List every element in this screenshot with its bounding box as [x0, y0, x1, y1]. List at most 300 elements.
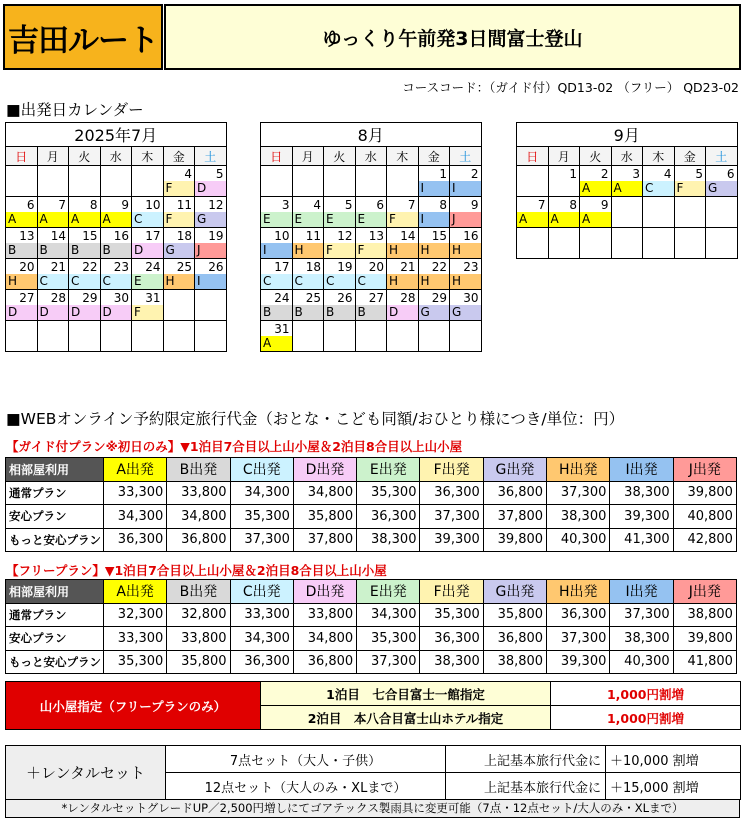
price-cell: 34,300: [104, 505, 167, 529]
departure-code: I: [261, 243, 292, 258]
departure-code: C: [324, 274, 355, 289]
plan-label: 通常プラン: [6, 481, 104, 505]
hut-price-1: 1,000円割増: [551, 682, 741, 706]
price-cell: 36,300: [357, 505, 420, 529]
departure-header: I出発: [610, 580, 673, 604]
departure-code: C: [101, 274, 132, 289]
departure-header: J出発: [673, 458, 736, 482]
calendar-day: [69, 166, 101, 197]
calendar-day: [195, 259, 227, 290]
day-number: 17: [274, 260, 290, 274]
plan-label: 通常プラン: [6, 603, 104, 627]
plan-label: 安心プラン: [6, 627, 104, 651]
calendar-day: [517, 197, 549, 228]
departure-header: A出発: [104, 580, 167, 604]
departure-code: A: [580, 181, 611, 196]
calendar-day: [324, 259, 356, 290]
calendar-day: [69, 259, 101, 290]
departure-code: B: [356, 305, 387, 320]
price-cell: 36,800: [483, 481, 546, 505]
calendar-day: [292, 166, 324, 197]
departure-header: B出発: [167, 458, 230, 482]
departure-code: H: [6, 274, 37, 289]
rental-note: *レンタルセットグレードUP／2,500円増しにてゴアテックス製雨具に変更可能（7点・12点セット/大人のみ・XLまで）: [5, 799, 740, 818]
day-number: 20: [368, 260, 384, 274]
calendar-day: [450, 259, 482, 290]
price-cell: 32,300: [104, 603, 167, 627]
calendar-day: [6, 290, 38, 321]
calendar-day: [355, 290, 387, 321]
departure-code: J: [195, 243, 226, 258]
day-number: 22: [82, 260, 98, 274]
day-number: 20: [19, 260, 35, 274]
calendar-day: [355, 321, 387, 352]
calendar-day: [37, 197, 69, 228]
rental-amount-2: ＋15,000 割増: [606, 773, 741, 800]
price-cell: 32,800: [167, 603, 230, 627]
day-number: 31: [145, 291, 161, 305]
price-cell: 40,800: [673, 505, 736, 529]
price-cell: 38,800: [483, 650, 546, 674]
plan-label: もっと安心プラン: [6, 528, 104, 552]
day-number: 12: [337, 229, 353, 243]
calendar-day: [418, 321, 450, 352]
day-number: 19: [337, 260, 353, 274]
departure-code: B: [261, 305, 292, 320]
weekday-header: 火: [69, 147, 101, 166]
day-number: 16: [113, 229, 129, 243]
price-cell: 41,300: [610, 528, 673, 552]
calendar-day: [261, 321, 293, 352]
day-number: 5: [695, 167, 703, 181]
calendar-month-2: [260, 122, 482, 352]
departure-code: F: [356, 243, 387, 258]
calendar-day: [580, 197, 612, 228]
price-cell: 34,800: [293, 481, 356, 505]
price-cell: 38,300: [610, 627, 673, 651]
day-number: 3: [632, 167, 640, 181]
calendar-month-1: [5, 122, 227, 352]
day-number: 9: [470, 198, 479, 212]
calendar-month-3: [516, 122, 738, 259]
calendar-day: [261, 166, 293, 197]
day-number: 2: [470, 167, 479, 181]
day-number: 27: [19, 291, 35, 305]
plan-label: もっと安心プラン: [6, 650, 104, 674]
calendar-day: [6, 166, 38, 197]
departure-code: H: [293, 243, 324, 258]
price-cell: 36,800: [483, 627, 546, 651]
calendar-day: [69, 228, 101, 259]
day-number: 15: [82, 229, 98, 243]
day-number: 28: [400, 291, 416, 305]
pricing-section-title: ■WEBオンライン予約限定旅行代金（おとな・こども同額/おひとり様につき/単位：円）: [6, 410, 625, 428]
departure-code: F: [132, 305, 163, 320]
guide-plan-title: 【ガイド付プラン※初日のみ】▼1泊目7合目以上山小屋＆2泊目8合目以上山小屋: [6, 439, 463, 454]
departure-code: F: [164, 181, 195, 196]
day-number: 16: [463, 229, 479, 243]
price-cell: 37,300: [230, 528, 293, 552]
day-number: 19: [208, 229, 224, 243]
calendar-day: [418, 228, 450, 259]
price-cell: 33,300: [230, 603, 293, 627]
calendar-day: [6, 259, 38, 290]
calendar-day: [261, 259, 293, 290]
departure-code: A: [101, 212, 132, 227]
departure-code: E: [132, 274, 163, 289]
departure-code: C: [132, 212, 163, 227]
calendar-day: [100, 290, 132, 321]
price-cell: 37,300: [610, 603, 673, 627]
price-cell: 39,300: [610, 505, 673, 529]
departure-code: B: [293, 305, 324, 320]
departure-code: A: [6, 212, 37, 227]
calendar-day: [355, 259, 387, 290]
departure-header: C出発: [230, 580, 293, 604]
weekday-header: 水: [355, 147, 387, 166]
price-cell: 39,800: [673, 481, 736, 505]
calendar-day: [706, 166, 738, 197]
departure-code: C: [38, 274, 69, 289]
price-cell: 34,800: [293, 627, 356, 651]
rental-label: ＋レンタルセット: [6, 746, 166, 800]
departure-code: D: [387, 305, 418, 320]
price-cell: 42,800: [673, 528, 736, 552]
weekday-header: 月: [37, 147, 69, 166]
calendar-day: [355, 197, 387, 228]
price-cell: 34,300: [230, 481, 293, 505]
departure-code: A: [580, 212, 611, 227]
weekday-header: 土: [195, 147, 227, 166]
departure-code: A: [261, 336, 292, 351]
calendar-day: [418, 259, 450, 290]
weekday-header: 月: [292, 147, 324, 166]
calendar-day: [418, 290, 450, 321]
calendar-day: [548, 228, 580, 259]
route-title: 吉田ルート: [3, 4, 163, 70]
departure-code: G: [419, 305, 450, 320]
day-number: 30: [463, 291, 479, 305]
calendar-day: [132, 197, 164, 228]
price-cell: 39,800: [673, 627, 736, 651]
calendar-day: [355, 228, 387, 259]
price-cell: 38,300: [357, 528, 420, 552]
departure-code: A: [612, 181, 643, 196]
departure-code: H: [450, 243, 481, 258]
hut-desc-2: 2泊目 本八合目富士山ホテル指定: [261, 706, 551, 730]
hut-price-2: 1,000円割増: [551, 706, 741, 730]
price-cell: 36,300: [420, 481, 483, 505]
day-number: 3: [281, 198, 290, 212]
calendar-day: [387, 166, 419, 197]
departure-code: C: [643, 181, 674, 196]
calendar-day: [450, 197, 482, 228]
departure-code: D: [38, 305, 69, 320]
day-number: 18: [176, 229, 192, 243]
price-cell: 37,300: [357, 650, 420, 674]
calendar-day: [450, 166, 482, 197]
free-plan-title: 【フリープラン】▼1泊目7合目以上山小屋＆2泊目8合目以上山小屋: [6, 563, 387, 578]
day-number: 7: [58, 198, 66, 212]
calendar-day: [387, 290, 419, 321]
calendar-day: [195, 290, 227, 321]
day-number: 24: [145, 260, 161, 274]
calendar-day: [37, 290, 69, 321]
weekday-header: 日: [517, 147, 549, 166]
price-cell: 35,300: [104, 650, 167, 674]
calendar-day: [132, 166, 164, 197]
calendar-day: [292, 197, 324, 228]
price-cell: 38,300: [610, 481, 673, 505]
day-number: 29: [82, 291, 98, 305]
calendar-day: [292, 321, 324, 352]
day-number: 23: [113, 260, 129, 274]
calendar-day: [706, 228, 738, 259]
price-cell: 38,800: [673, 603, 736, 627]
calendar-day: [163, 197, 195, 228]
day-number: 5: [215, 167, 224, 181]
day-number: 14: [400, 229, 416, 243]
calendar-day: [37, 166, 69, 197]
weekday-header: 火: [580, 147, 612, 166]
day-number: 2: [600, 167, 609, 181]
hut-desc-1: 1泊目 七合目富士一館指定: [261, 682, 551, 706]
price-cell: 39,300: [420, 528, 483, 552]
departure-header: F出発: [420, 458, 483, 482]
calendar-section-title: ■出発日カレンダー: [6, 101, 144, 119]
departure-code: H: [387, 243, 418, 258]
calendar-day: [6, 321, 38, 352]
departure-header: E出発: [357, 580, 420, 604]
price-cell: 33,800: [167, 481, 230, 505]
departure-code: J: [450, 212, 481, 227]
departure-header: H出発: [547, 580, 610, 604]
price-cell: 34,800: [167, 505, 230, 529]
price-cell: 33,800: [293, 603, 356, 627]
calendar-day: [195, 166, 227, 197]
calendar-day: [674, 166, 706, 197]
price-cell: 33,800: [167, 627, 230, 651]
price-cell: 38,300: [420, 650, 483, 674]
day-number: 24: [274, 291, 290, 305]
departure-code: I: [195, 274, 226, 289]
day-number: 21: [400, 260, 416, 274]
calendar-day: [100, 197, 132, 228]
calendar-day: [261, 197, 293, 228]
departure-header: I出発: [610, 458, 673, 482]
calendar-day: [324, 228, 356, 259]
calendar-day: [69, 197, 101, 228]
price-cell: 34,300: [357, 603, 420, 627]
day-number: 18: [305, 260, 321, 274]
calendar-day: [100, 321, 132, 352]
weekday-header: 土: [706, 147, 738, 166]
day-number: 22: [431, 260, 447, 274]
price-cell: 36,800: [167, 528, 230, 552]
departure-code: B: [101, 243, 132, 258]
departure-code: D: [69, 305, 100, 320]
price-cell: 36,300: [420, 627, 483, 651]
rental-amount-1: ＋10,000 割増: [606, 746, 741, 773]
calendar-day: [195, 321, 227, 352]
weekday-header: 木: [132, 147, 164, 166]
calendar-day: [611, 228, 643, 259]
calendar-day: [69, 290, 101, 321]
departure-code: C: [356, 274, 387, 289]
departure-code: H: [419, 274, 450, 289]
departure-code: F: [675, 181, 706, 196]
calendar-day: [292, 228, 324, 259]
departure-code: B: [6, 243, 37, 258]
departure-header: H出発: [547, 458, 610, 482]
departure-code: D: [101, 305, 132, 320]
tour-title: ゆっくり午前発3日間富士登山: [164, 4, 741, 70]
day-number: 21: [50, 260, 66, 274]
price-cell: 35,300: [357, 627, 420, 651]
price-cell: 34,300: [230, 627, 293, 651]
calendar-day: [163, 259, 195, 290]
hut-label: 山小屋指定（フリープランのみ）: [6, 682, 261, 730]
weekday-header: 土: [450, 147, 482, 166]
day-number: 12: [208, 198, 224, 212]
rental-table: [5, 745, 741, 800]
calendar-month-label: 9月: [517, 123, 738, 147]
price-cell: 36,300: [230, 650, 293, 674]
weekday-header: 金: [418, 147, 450, 166]
departure-code: C: [261, 274, 292, 289]
calendar-day: [195, 197, 227, 228]
calendar-day: [674, 197, 706, 228]
day-number: 31: [274, 322, 290, 336]
price-cell: 37,800: [293, 528, 356, 552]
calendar-day: [163, 228, 195, 259]
hut-table: [5, 681, 741, 730]
calendar-day: [355, 166, 387, 197]
calendar-day: [580, 228, 612, 259]
weekday-header: 水: [100, 147, 132, 166]
rental-set-2: 12点セット（大人のみ・XLまで）: [166, 773, 446, 800]
price-cell: 35,800: [483, 603, 546, 627]
calendar-day: [324, 290, 356, 321]
calendar-day: [418, 197, 450, 228]
departure-header: A出発: [104, 458, 167, 482]
day-number: 29: [431, 291, 447, 305]
calendar-day: [643, 197, 675, 228]
calendar-day: [706, 197, 738, 228]
calendar-day: [611, 197, 643, 228]
price-cell: 35,800: [293, 505, 356, 529]
calendar-day: [100, 228, 132, 259]
calendar-day: [37, 259, 69, 290]
departure-header: D出発: [293, 458, 356, 482]
room-type-label: 相部屋利用: [6, 458, 104, 482]
price-cell: 40,300: [610, 650, 673, 674]
price-cell: 37,300: [547, 627, 610, 651]
day-number: 4: [663, 167, 672, 181]
price-cell: 36,800: [293, 650, 356, 674]
day-number: 7: [537, 198, 546, 212]
departure-code: F: [387, 212, 418, 227]
calendar-day: [517, 166, 549, 197]
weekday-header: 日: [261, 147, 293, 166]
departure-code: I: [419, 212, 450, 227]
departure-code: F: [164, 212, 195, 227]
day-number: 5: [344, 198, 353, 212]
day-number: 9: [121, 198, 129, 212]
plan-label: 安心プラン: [6, 505, 104, 529]
price-cell: 41,800: [673, 650, 736, 674]
departure-code: D: [6, 305, 37, 320]
day-number: 1: [439, 167, 447, 181]
day-number: 14: [50, 229, 66, 243]
departure-code: A: [517, 212, 548, 227]
departure-code: H: [450, 274, 481, 289]
departure-code: F: [324, 243, 355, 258]
departure-code: B: [38, 243, 69, 258]
price-cell: 35,300: [230, 505, 293, 529]
day-number: 13: [368, 229, 384, 243]
calendar-day: [292, 259, 324, 290]
calendar-day: [163, 290, 195, 321]
calendar-day: [387, 259, 419, 290]
departure-code: G: [164, 243, 195, 258]
calendar-day: [611, 166, 643, 197]
departure-header: F出発: [420, 580, 483, 604]
weekday-header: 火: [324, 147, 356, 166]
calendar-day: [132, 290, 164, 321]
day-number: 8: [439, 198, 447, 212]
day-number: 6: [26, 198, 35, 212]
departure-code: A: [38, 212, 69, 227]
departure-code: I: [419, 181, 450, 196]
calendar-day: [643, 228, 675, 259]
departure-header: D出発: [293, 580, 356, 604]
day-number: 28: [50, 291, 66, 305]
calendar-day: [132, 228, 164, 259]
price-cell: 39,800: [483, 528, 546, 552]
departure-code: D: [132, 243, 163, 258]
day-number: 30: [113, 291, 129, 305]
free-price-table: [5, 579, 737, 674]
departure-header: J出発: [673, 580, 736, 604]
day-number: 4: [313, 198, 321, 212]
weekday-header: 金: [674, 147, 706, 166]
calendar-day: [163, 321, 195, 352]
day-number: 26: [208, 260, 224, 274]
departure-code: H: [419, 243, 450, 258]
calendar-day: [132, 259, 164, 290]
day-number: 7: [407, 198, 416, 212]
departure-code: G: [706, 181, 737, 196]
departure-header: G出発: [483, 458, 546, 482]
calendar-day: [548, 197, 580, 228]
departure-code: G: [195, 212, 226, 227]
room-type-label: 相部屋利用: [6, 580, 104, 604]
departure-header: G出発: [483, 580, 546, 604]
calendar-day: [163, 166, 195, 197]
calendar-day: [6, 197, 38, 228]
calendar-day: [450, 228, 482, 259]
day-number: 8: [89, 198, 98, 212]
calendar-month-label: 2025年7月: [6, 123, 227, 147]
price-cell: 36,300: [547, 603, 610, 627]
price-cell: 36,300: [104, 528, 167, 552]
weekday-header: 日: [6, 147, 38, 166]
departure-code: E: [293, 212, 324, 227]
calendar-day: [387, 228, 419, 259]
departure-code: C: [69, 274, 100, 289]
departure-code: B: [324, 305, 355, 320]
